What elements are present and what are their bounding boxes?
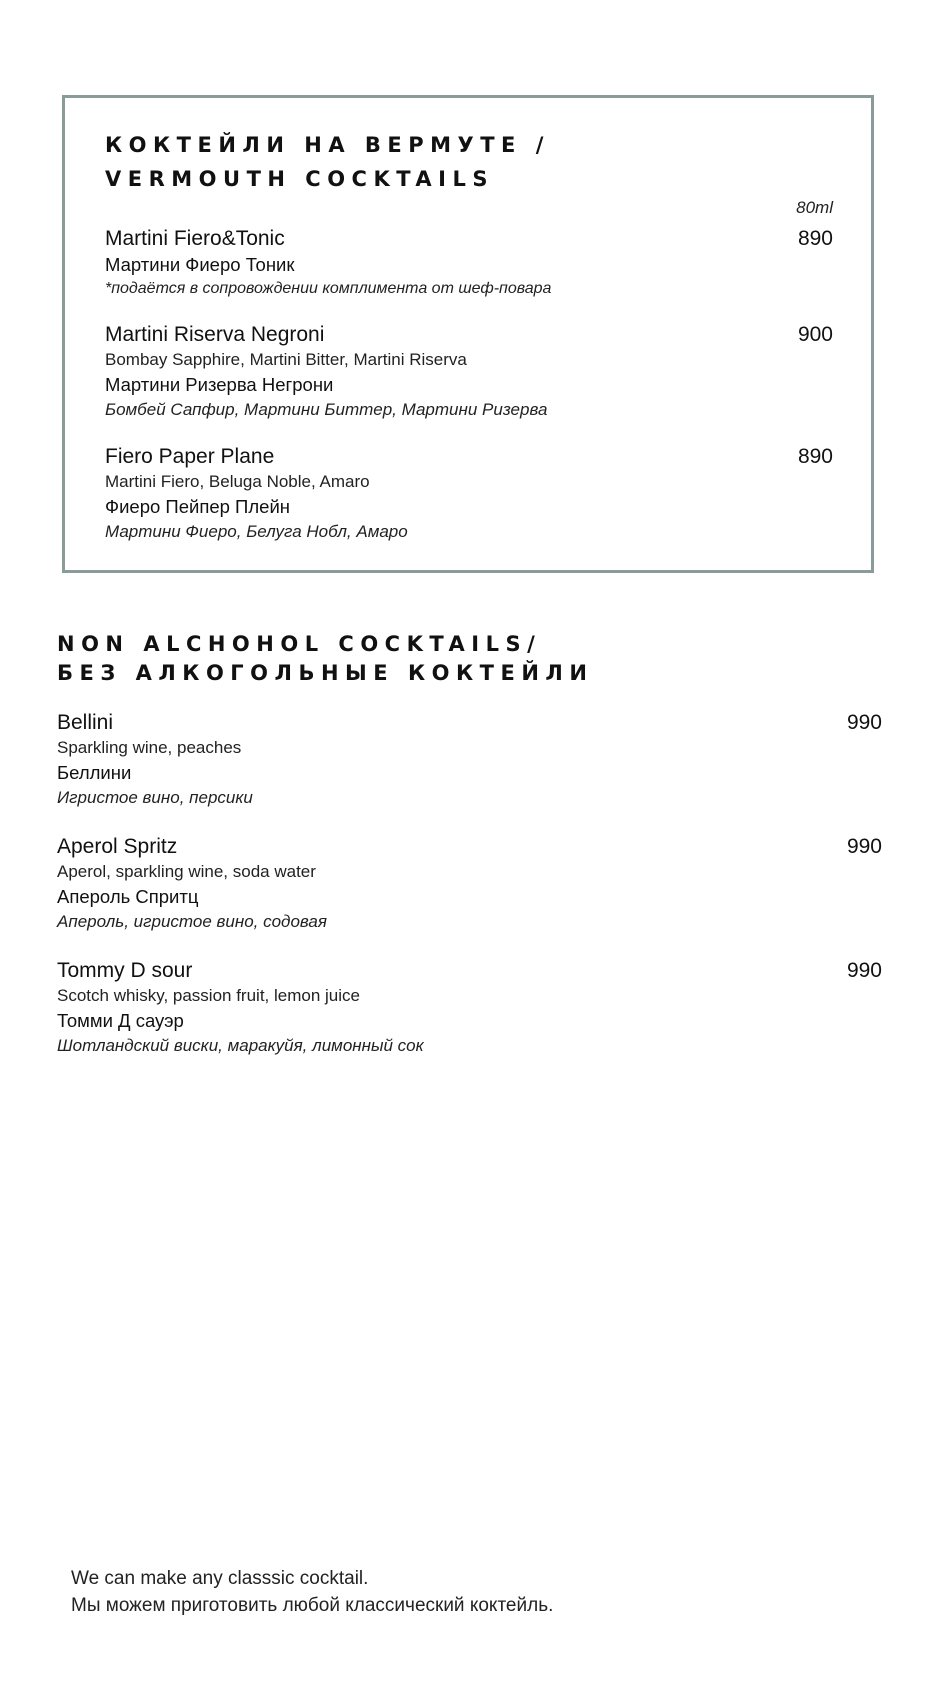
menu-item [57,834,882,934]
item-name-ru: Мартини Ризерва Негрони [105,374,334,395]
section-title-en: VERMOUTH COCKTAILS [105,167,494,191]
item-name: Martini Riserva Negroni [105,323,325,346]
non-alcohol-cocktails-section [57,630,882,1058]
item-name: Aperol Spritz [57,835,178,858]
section-title-ru: КОКТЕЙЛИ НА ВЕРМУТЕ / [105,133,550,157]
item-price: 990 [846,959,882,982]
section-title-en: NON ALCHOHOL COCKTAILS/ [57,632,542,656]
item-name-ru: Фиеро Пейпер Плейн [105,496,290,517]
menu-item [105,444,833,544]
serving-size: 80ml [796,198,833,217]
vermouth-cocktails-section [62,95,874,573]
item-description-ru: Апероль, игристое вино, содовая [57,912,327,931]
item-description-ru: Игристое вино, персики [57,788,253,807]
item-name-ru: Мартини Фиеро Тоник [105,254,295,275]
item-description: Sparkling wine, peaches [57,738,242,757]
item-price: 890 [797,227,833,250]
item-price: 990 [846,711,882,734]
menu-item [105,322,833,422]
item-price: 890 [797,445,833,468]
footer-line-ru: Мы можем приготовить любой классический коктейль. [71,1595,554,1616]
footer-note [71,1565,553,1619]
menu-item [105,226,833,300]
item-price: 900 [797,323,833,346]
item-note: *подаётся в сопровождении комплимента от шеф-повара [105,280,552,297]
item-description: Scotch whisky, passion fruit, lemon juice [57,986,360,1005]
item-name: Fiero Paper Plane [105,445,275,468]
item-name-ru: Беллини [57,762,132,783]
footer-line-en: We can make any classsic cocktail. [71,1568,369,1589]
menu-item [57,710,882,810]
section-title-ru: БЕЗ АЛКОГОЛЬНЫЕ КОКТЕЙЛИ [57,661,594,685]
item-name: Tommy D sour [57,959,193,982]
item-name: Martini Fiero&Tonic [105,227,285,250]
item-name-ru: Томми Д сауэр [57,1010,184,1031]
vermouth-content [105,128,833,544]
menu-item [57,958,882,1058]
item-description: Aperol, sparkling wine, soda water [57,862,316,881]
item-description-ru: Бомбей Сапфир, Мартини Биттер, Мартини Ризерва [105,400,548,419]
item-description: Martini Fiero, Beluga Noble, Amaro [105,472,370,491]
item-description-ru: Мартини Фиеро, Белуга Нобл, Амаро [105,522,408,541]
item-name-ru: Апероль Спритц [57,886,199,907]
item-price: 990 [846,835,882,858]
item-description-ru: Шотландский виски, маракуйя, лимонный сок [57,1036,424,1055]
item-name: Bellini [57,711,114,734]
item-description: Bombay Sapphire, Martini Bitter, Martini Riserva [105,350,467,369]
